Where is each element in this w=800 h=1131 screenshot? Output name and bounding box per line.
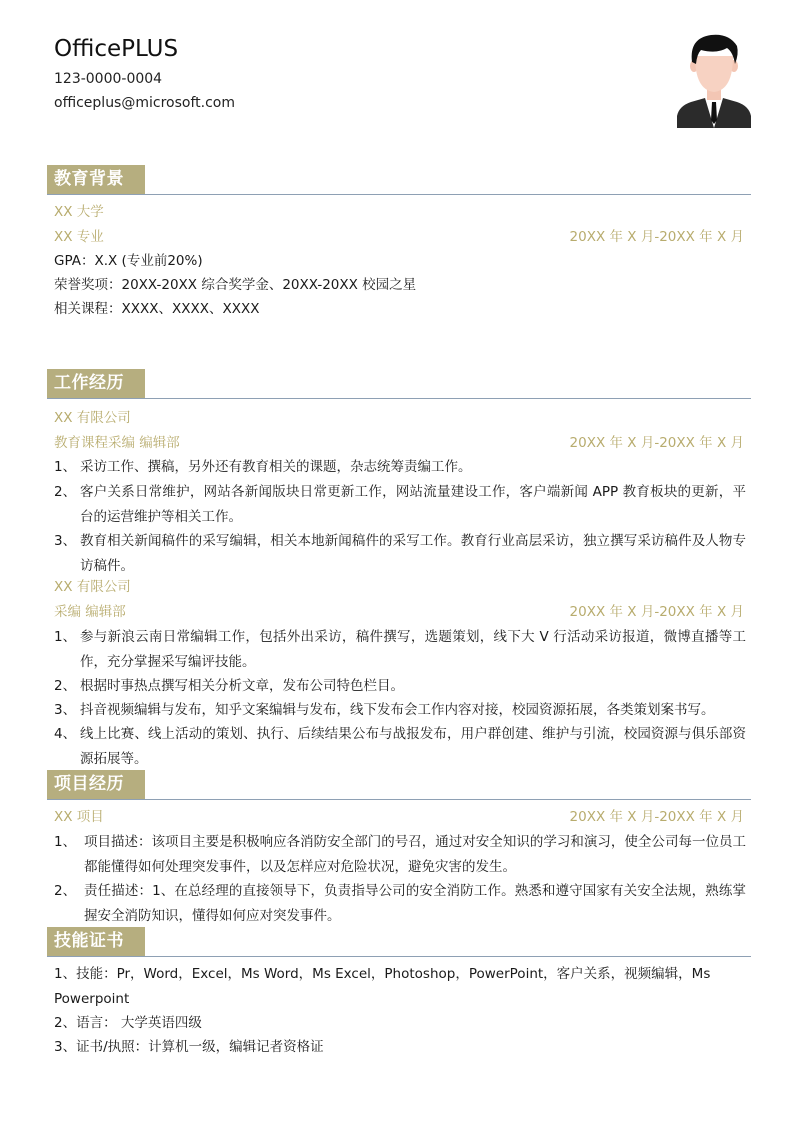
list-text: 线上比赛、线上活动的策划、执行、后续结果公布与战报发布，用户群创建、维护与引流，校园资源与俱乐部资源拓展等。 bbox=[80, 726, 746, 767]
education-major-row bbox=[54, 228, 744, 246]
certificate-line bbox=[54, 1035, 746, 1060]
list-text: 采访工作、撰稿，另外还有教育相关的课题，杂志统筹责编工作。 bbox=[80, 459, 472, 475]
section-divider bbox=[47, 956, 751, 957]
list-text: 项目描述：该项目主要是积极响应各消防安全部门的号召，通过对安全知识的学习和演习，使全公司每一位员工都能懂得如何处理突发事件，以及怎样应对危险状况，避免灾害的发生。 bbox=[84, 834, 746, 875]
job-date: 20XX 年 X 月-20XX 年 X 月 bbox=[569, 435, 744, 451]
list-item bbox=[54, 455, 746, 480]
list-text: 教育相关新闻稿件的采写编辑，相关本地新闻稿件的采写工作。教育行业高层采访，独立撰写采访稿件及人物专访稿件。 bbox=[80, 533, 746, 574]
list-item bbox=[54, 722, 746, 771]
education-date: 20XX 年 X 月-20XX 年 X 月 bbox=[569, 229, 744, 245]
list-number: 2、 bbox=[54, 484, 77, 500]
avatar bbox=[677, 32, 751, 128]
list-item bbox=[54, 879, 746, 928]
list-number: 1、 bbox=[54, 459, 77, 475]
list-number: 2、 bbox=[54, 678, 77, 694]
list-text: 参与新浪云南日常编辑工作，包括外出采访，稿件撰写，选题策划，线下大 V 行活动采访报道，微博直播等工作，充分掌握采写编评技能。 bbox=[80, 629, 746, 670]
job-company: XX 有限公司 bbox=[54, 410, 131, 426]
list-item bbox=[54, 529, 746, 578]
section-divider bbox=[47, 799, 751, 800]
project-name-row bbox=[54, 808, 744, 826]
list-number: 3、 bbox=[54, 533, 77, 549]
list-item bbox=[54, 674, 746, 699]
project-title: 项目经历 bbox=[47, 770, 145, 799]
list-text: 根据时事热点撰写相关分析文章，发布公司特色栏目。 bbox=[80, 678, 404, 694]
skills-section-header bbox=[47, 927, 751, 959]
school-name: XX 大学 bbox=[54, 204, 104, 220]
language-line bbox=[54, 1011, 746, 1036]
job-position: 教育课程采编 编辑部 bbox=[54, 435, 180, 451]
major-name: XX 专业 bbox=[54, 229, 104, 245]
list-text: 客户关系日常维护，网站各新闻版块日常更新工作，网站流量建设工作，客户端新闻 APP 教育板块的更新，平台的运营维护等相关工作。 bbox=[80, 484, 746, 525]
work-title: 工作经历 bbox=[47, 369, 145, 398]
list-number: 3、 bbox=[54, 702, 77, 718]
project-section-header bbox=[47, 770, 751, 802]
list-item bbox=[54, 480, 746, 529]
certificate-text: 3、证书/执照：计算机一级，编辑记者资格证 bbox=[54, 1039, 324, 1055]
skill-line bbox=[54, 962, 746, 1011]
job-position: 采编 编辑部 bbox=[54, 604, 126, 620]
list-item bbox=[54, 625, 746, 674]
list-text: 抖音视频编辑与发布，知乎文案编辑与发布，线下发布会工作内容对接，校园资源拓展，各类策划案书写。 bbox=[80, 702, 715, 718]
job-position-row bbox=[54, 434, 744, 452]
language-text: 2、语言： 大学英语四级 bbox=[54, 1015, 202, 1031]
list-number: 1、 bbox=[54, 834, 77, 850]
courses: 相关课程：XXXX、XXXX、XXXX bbox=[54, 301, 260, 317]
work-section-header bbox=[47, 369, 751, 401]
skills-text: 1、技能：Pr，Word，Excel，Ms Word，Ms Excel，Photoshop，PowerPoint，客户关系，视频编辑，Ms Powerpoint bbox=[54, 966, 711, 1007]
list-number: 1、 bbox=[54, 629, 77, 645]
list-item bbox=[54, 698, 746, 723]
list-text: 责任描述：1、在总经理的直接领导下，负责指导公司的安全消防工作。熟悉和遵守国家有关安全法规，熟练掌握安全消防知识，懂得如何应对突发事件。 bbox=[84, 883, 746, 924]
section-divider bbox=[47, 194, 751, 195]
awards: 荣誉奖项：20XX-20XX 综合奖学金、20XX-20XX 校园之星 bbox=[54, 277, 417, 293]
job-company: XX 有限公司 bbox=[54, 579, 131, 595]
project-name: XX 项目 bbox=[54, 809, 104, 825]
gpa: GPA：X.X (专业前20%) bbox=[54, 253, 203, 269]
project-date: 20XX 年 X 月-20XX 年 X 月 bbox=[569, 809, 744, 825]
skills-title: 技能证书 bbox=[47, 927, 145, 956]
list-number: 2、 bbox=[54, 883, 77, 899]
phone-number: 123-0000-0004 bbox=[54, 71, 163, 87]
list-item bbox=[54, 830, 746, 879]
job-date: 20XX 年 X 月-20XX 年 X 月 bbox=[569, 604, 744, 620]
email-address: officeplus@microsoft.com bbox=[54, 95, 235, 111]
candidate-name: OfficePLUS bbox=[54, 36, 179, 62]
education-section-header bbox=[47, 165, 751, 197]
education-title: 教育背景 bbox=[47, 165, 145, 194]
list-number: 4、 bbox=[54, 726, 77, 742]
job-position-row bbox=[54, 603, 744, 621]
section-divider bbox=[47, 398, 751, 399]
